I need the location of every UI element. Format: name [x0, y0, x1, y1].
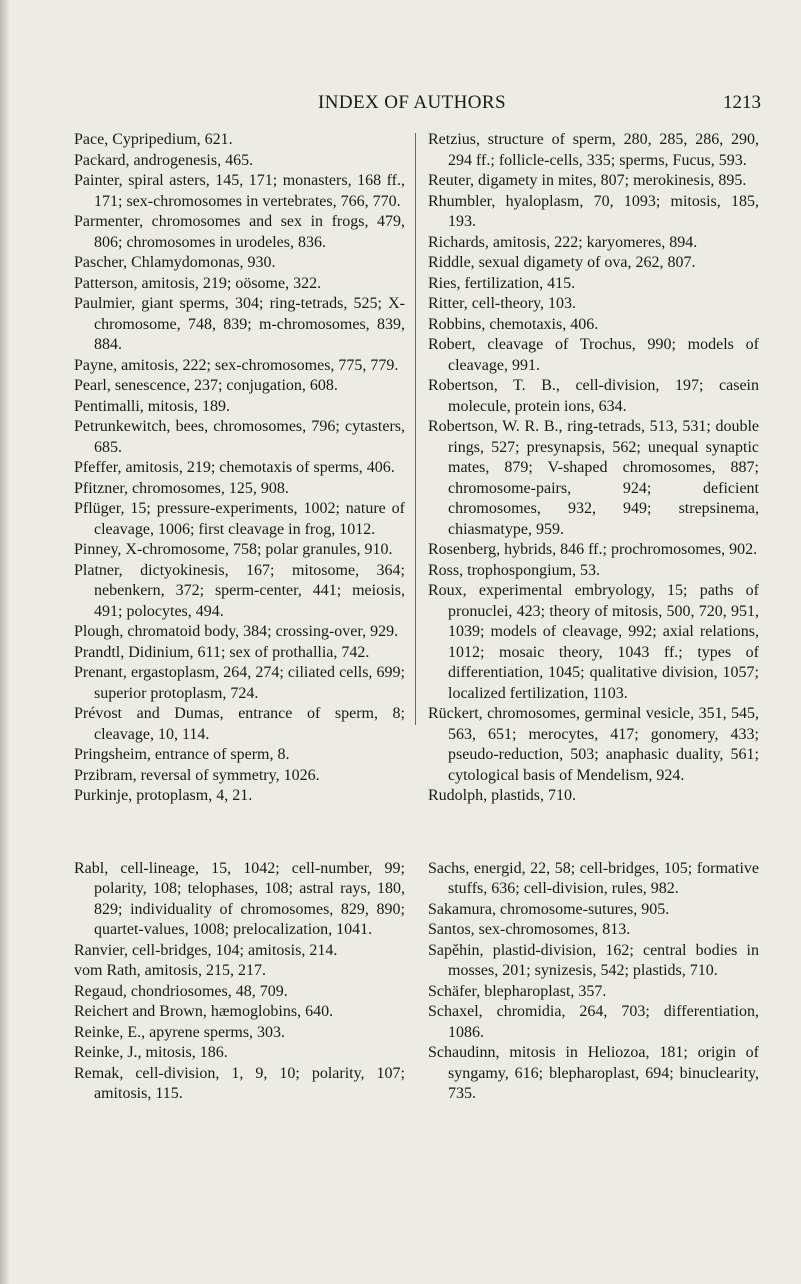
- index-entry: Pearl, senescence, 237; conjugation, 608.: [74, 377, 338, 394]
- index-entry: Pfitzner, chromosomes, 125, 908.: [74, 479, 289, 497]
- index-entry: Petrunkewitch, bees, chromosomes, 796; cytasters, 685.: [74, 418, 405, 456]
- index-entry: Schäfer, blepharoplast, 357.: [428, 982, 607, 1000]
- index-entry: Pentimalli, mitosis, 189.: [74, 397, 231, 415]
- index-entry: Packard, androgenesis, 465.: [74, 151, 254, 169]
- index-entry: Rabl, cell-lineage, 15, 1042; cell-number, 99; polarity, 108; telophases, 108; astral rays, 180, 829; individuality of chromosomes, 829, 890; quartet-values, 1008; prelocalization, 1041.: [74, 859, 405, 938]
- index-entry: Santos, sex-chromosomes, 813.: [428, 921, 631, 938]
- index-entry: Ranvier, cell-bridges, 104; amitosis, 214.: [74, 941, 338, 959]
- index-entry: Pringsheim, entrance of sperm, 8.: [74, 746, 290, 763]
- section-gap: [428, 823, 759, 843]
- index-entry: Retzius, structure of sperm, 280, 285, 286, 290, 294 ff.; follicle-cells, 335; sperms, Fucus, 593.: [428, 131, 759, 169]
- index-entry: Pflüger, 15; pressure-experiments, 1002; nature of cleavage, 1006; first cleavage in frog, 1012.: [74, 500, 405, 538]
- index-entry: Ross, trophospongium, 53.: [428, 561, 601, 579]
- index-entry: Schaxel, chromidia, 264, 703; differentiation, 1086.: [428, 1003, 759, 1041]
- index-entry: Sapěhin, plastid-division, 162; central bodies in mosses, 201; synizesis, 542; plastids, 710.: [428, 941, 759, 979]
- index-entry: Robbins, chemotaxis, 406.: [428, 315, 599, 333]
- index-entry: Regaud, chondriosomes, 48, 709.: [74, 982, 288, 1000]
- page-spine-shadow: [0, 0, 10, 1284]
- index-entry: Reuter, digamety in mites, 807; merokinesis, 895.: [428, 172, 747, 189]
- index-column-right: [428, 130, 759, 1105]
- index-entry: Schaudinn, mitosis in Heliozoa, 181; origin of syngamy, 616; blepharoplast, 694; binuclearity, 735.: [428, 1044, 759, 1102]
- section-gap: [74, 823, 405, 843]
- index-entry: Robertson, T. B., cell-division, 197; casein molecule, protein ions, 634.: [428, 377, 759, 415]
- index-entry: Pfeffer, amitosis, 219; chemotaxis of sperms, 406.: [74, 459, 395, 476]
- page-number: 1213: [723, 92, 761, 113]
- index-entry: Prandtl, Didinium, 611; sex of prothallia, 742.: [74, 643, 370, 661]
- index-entry: Purkinje, protoplasm, 4, 21.: [74, 787, 253, 804]
- index-entry: Rückert, chromosomes, germinal vesicle, 351, 545, 563, 651; merocytes, 417; gonomery, 433; pseudo-reduction, 503; anaphasic duality, 561; cytological basis of Mendelism, 924.: [428, 705, 759, 784]
- index-entry: Prenant, ergastoplasm, 264, 274; ciliated cells, 699; superior protoplasm, 724.: [74, 664, 405, 702]
- index-entry: Reinke, J., mitosis, 186.: [74, 1044, 228, 1061]
- index-entry: Richards, amitosis, 222; karyomeres, 894.: [428, 233, 698, 251]
- index-entry: Patterson, amitosis, 219; oösome, 322.: [74, 274, 322, 292]
- index-entry: Parmenter, chromosomes and sex in frogs, 479, 806; chromosomes in urodeles, 836.: [74, 213, 405, 251]
- index-entry: Robertson, W. R. B., ring-tetrads, 513, 531; double rings, 527; presynapsis, 562; unequal synaptic mates, 879; V-shaped chromosomes, 887; chromosome-pairs, 924; deficient chromosomes, 932, 949; strepsinema, chiasmatype, 959.: [428, 418, 759, 538]
- index-entry: Przibram, reversal of symmetry, 1026.: [74, 766, 320, 784]
- index-entry: Riddle, sexual digamety of ova, 262, 807.: [428, 254, 696, 271]
- index-entry: Sachs, energid, 22, 58; cell-bridges, 105; formative stuffs, 636; cell-division, rules, 982.: [428, 859, 759, 897]
- index-entry: Painter, spiral asters, 145, 171; monasters, 168 ff., 171; sex-chromosomes in vertebrates, 766, 770.: [74, 172, 405, 210]
- index-entry: vom Rath, amitosis, 215, 217.: [74, 962, 266, 979]
- index-entry: Rosenberg, hybrids, 846 ff.; prochromosomes, 902.: [428, 541, 758, 558]
- index-entry: Rhumbler, hyaloplasm, 70, 1093; mitosis, 185, 193.: [428, 192, 759, 230]
- index-entry: Ritter, cell-theory, 103.: [428, 295, 577, 312]
- index-column-left: [74, 130, 405, 1105]
- index-entry: Roux, experimental embryology, 15; paths of pronuclei, 423; theory of mitosis, 500, 720, 951, 1039; models of cleavage, 992; axial relations, 1012; mosaic theory, 1043 ff.; types of differentiation, 1045; qualitative division, 1057; localized fertilization, 1103.: [428, 582, 759, 702]
- index-entry: Pinney, X-chromosome, 758; polar granules, 910.: [74, 541, 393, 558]
- index-entry: Remak, cell-division, 1, 9, 10; polarity, 107; amitosis, 115.: [74, 1064, 405, 1102]
- index-entry: Platner, dictyokinesis, 167; mitosome, 364; nebenkern, 372; sperm-center, 441; meiosis, 491; polocytes, 494.: [74, 561, 405, 620]
- column-divider: [415, 133, 416, 725]
- index-entry: Pascher, Chlamydomonas, 930.: [74, 254, 276, 271]
- page-header: [318, 92, 761, 120]
- index-entry: Payne, amitosis, 222; sex-chromosomes, 775, 779.: [74, 356, 399, 374]
- index-entry: Pace, Cypripedium, 621.: [74, 131, 233, 148]
- index-entry: Prévost and Dumas, entrance of sperm, 8; cleavage, 10, 114.: [74, 705, 405, 743]
- index-entry: Ries, fertilization, 415.: [428, 274, 576, 292]
- index-entry: Sakamura, chromosome-sutures, 905.: [428, 900, 670, 918]
- index-entry: Robert, cleavage of Trochus, 990; models of cleavage, 991.: [428, 336, 759, 374]
- index-entry: Rudolph, plastids, 710.: [428, 787, 577, 804]
- index-entry: Plough, chromatoid body, 384; crossing-over, 929.: [74, 623, 399, 640]
- index-entry: Reichert and Brown, hæmoglobins, 640.: [74, 1003, 334, 1020]
- index-entry: Reinke, E., apyrene sperms, 303.: [74, 1023, 286, 1041]
- running-head: INDEX OF AUTHORS: [318, 92, 506, 113]
- index-entry: Paulmier, giant sperms, 304; ring-tetrads, 525; X-chromosome, 748, 839; m-chromosomes, 839, 884.: [74, 295, 405, 353]
